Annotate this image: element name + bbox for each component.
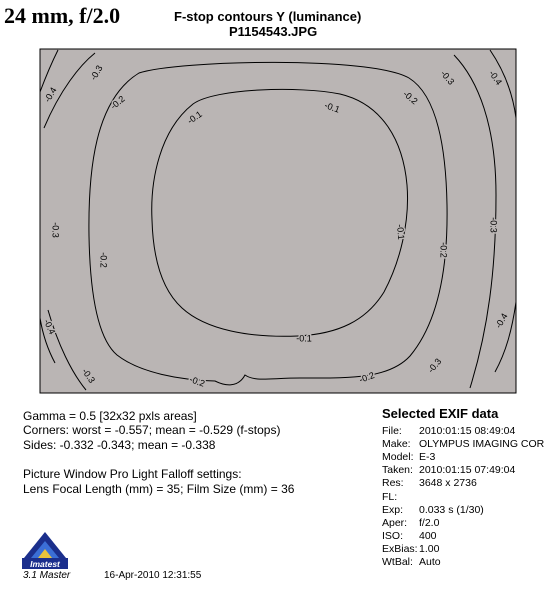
chart-filename: P1154543.JPG xyxy=(229,24,318,39)
contour-label: -0.2 xyxy=(98,252,109,268)
exif-row xyxy=(382,425,515,437)
contour-label: -0.2 xyxy=(401,88,420,107)
contour-label: -0.1 xyxy=(185,108,204,127)
exif-row xyxy=(382,556,441,568)
gamma-text: Gamma = 0.5 [32x32 pxls areas] xyxy=(23,409,197,423)
contour-label: -0.3 xyxy=(50,222,61,238)
exif-value: Auto xyxy=(419,556,441,568)
exif-row xyxy=(382,517,439,529)
exif-label: Res: xyxy=(382,477,404,490)
contour-label: -0.3 xyxy=(79,366,98,385)
exif-row xyxy=(382,543,439,555)
pw-settings-values: Lens Focal Length (mm) = 35; Film Size (mm) = 36 xyxy=(23,482,295,496)
exif-label: ISO: xyxy=(382,529,404,542)
contour-label: -0.4 xyxy=(486,68,505,87)
exif-label: FL: xyxy=(382,490,398,503)
contour-label: -0.3 xyxy=(488,217,499,233)
contour-label: -0.4 xyxy=(41,317,58,336)
imatest-logo xyxy=(20,528,70,572)
exif-row xyxy=(382,530,437,542)
exif-value: E-3 xyxy=(419,451,436,464)
exif-row xyxy=(382,451,435,463)
exif-value: 2010:01:15 08:49:04 xyxy=(419,425,516,437)
exif-value: 3648 x 2736 xyxy=(419,477,477,490)
exif-value: 400 xyxy=(419,529,437,542)
exif-label: Make: xyxy=(382,438,411,451)
exif-value: 1.00 xyxy=(419,542,440,555)
contour-label: -0.1 xyxy=(323,100,342,115)
exif-value: 2010:01:15 07:49:04 xyxy=(419,464,516,477)
exif-row xyxy=(382,477,477,489)
exif-value: OLYMPUS IMAGING COR xyxy=(419,438,545,451)
chart-title: 24 mm, f/2.0 xyxy=(4,3,121,28)
exif-value: 0.033 s (1/30) xyxy=(419,503,484,516)
version-text: 3.1 Master xyxy=(23,570,71,581)
contour-label: -0.4 xyxy=(42,85,59,104)
exif-row xyxy=(382,504,484,516)
contour-label: -0.4 xyxy=(493,311,510,330)
contour-label: -0.2 xyxy=(438,242,449,258)
contour-label: -0.2 xyxy=(108,93,127,112)
corners-text: Corners: worst = -0.557; mean = -0.529 (f-stops) xyxy=(23,423,281,437)
exif-label: Model: xyxy=(382,451,414,464)
logo-wordmark: Imatest xyxy=(30,559,60,569)
timestamp-text: 16-Apr-2010 12:31:55 xyxy=(104,570,202,581)
contour-label: -0.2 xyxy=(357,370,376,385)
exif-value: f/2.0 xyxy=(419,516,440,529)
exif-label: File: xyxy=(382,425,402,437)
chart-subtitle: F-stop contours Y (luminance) xyxy=(174,9,362,24)
exif-label: Exp: xyxy=(382,503,404,516)
contour-label: -0.3 xyxy=(88,63,105,82)
contour-label: -0.3 xyxy=(425,356,444,375)
exif-label: ExBias: xyxy=(382,542,418,555)
exif-label: Aper: xyxy=(382,516,408,529)
contour-label: -0.1 xyxy=(394,223,407,241)
pw-settings-title: Picture Window Pro Light Falloff settings: xyxy=(23,467,242,481)
exif-row xyxy=(382,464,515,476)
exif-row xyxy=(382,491,419,503)
exif-heading: Selected EXIF data xyxy=(382,406,499,421)
contour-label: -0.2 xyxy=(188,374,207,389)
exif-row xyxy=(382,438,544,450)
contour-label: -0.3 xyxy=(438,68,457,87)
exif-label: Taken: xyxy=(382,464,413,477)
contour-label: -0.1 xyxy=(296,333,312,344)
exif-label: WtBal: xyxy=(382,556,413,568)
sides-text: Sides: -0.332 -0.343; mean = -0.338 xyxy=(23,438,216,452)
